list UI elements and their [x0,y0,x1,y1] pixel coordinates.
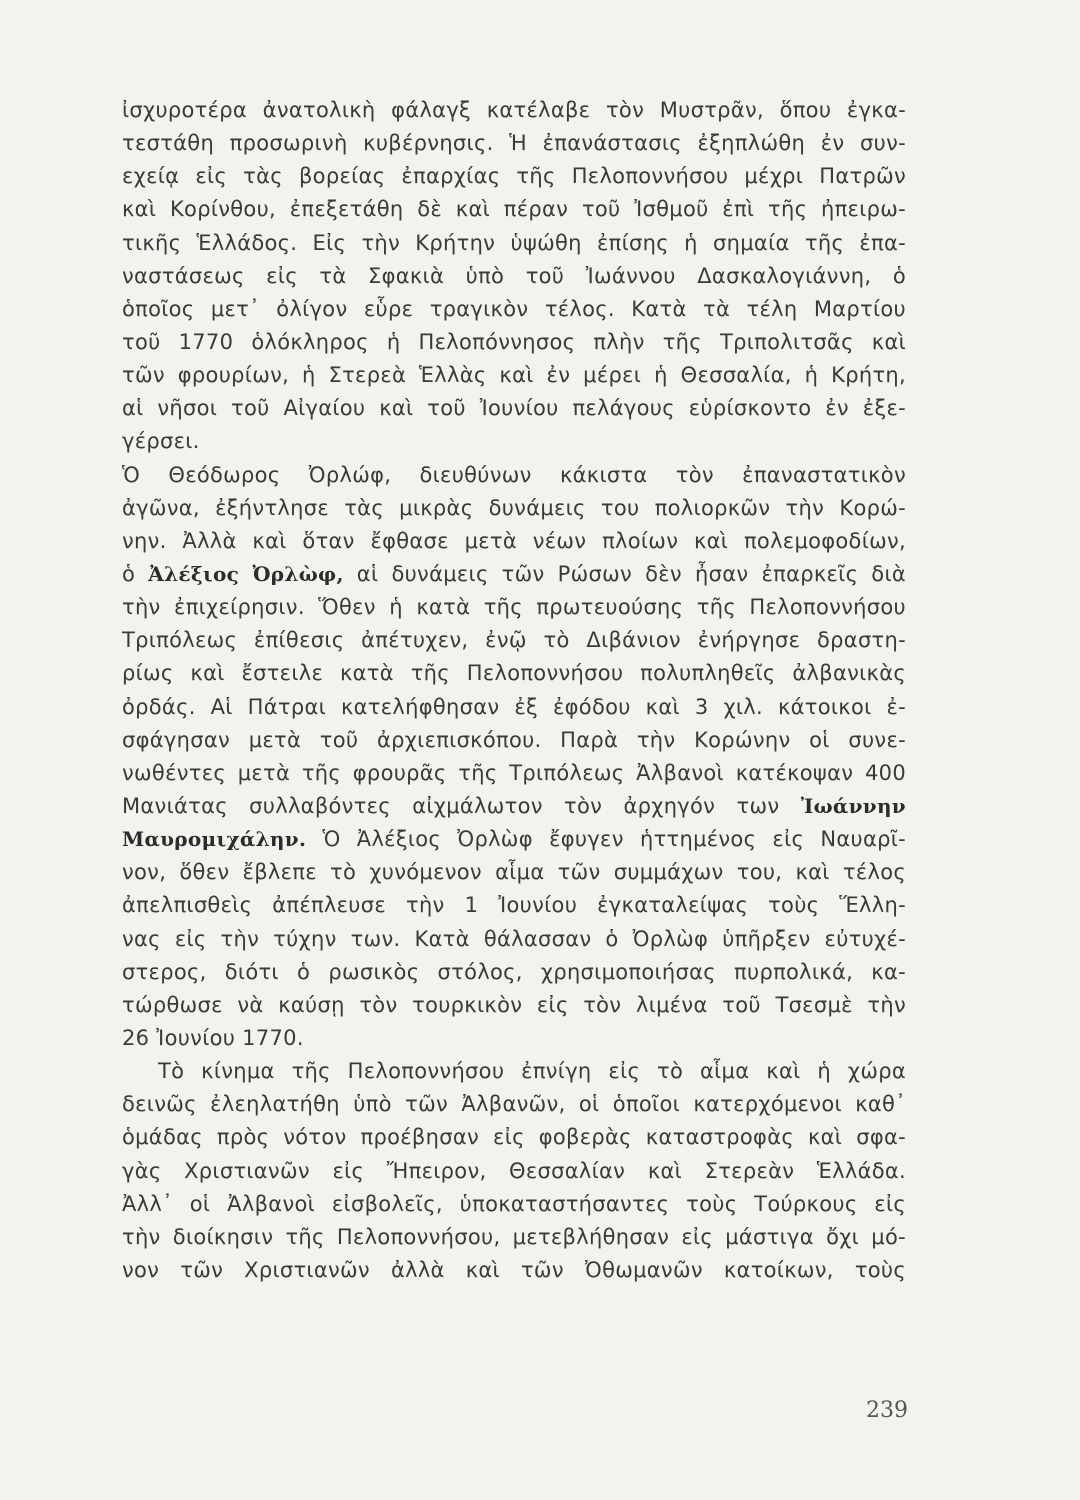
text-segment: Τὸ κίνημα τῆς Πελοποννήσου ἐπνίγη εἰς τὸ αἷμα καὶ ἡ χώρα [158,1059,906,1084]
text-segment: νον τῶν Χριστιανῶν ἀλλὰ καὶ τῶν Ὀθωμανῶν κατοίκων, τοὺς [122,1257,906,1282]
text-line [122,1188,906,1221]
text-line [122,1121,906,1154]
text-segment: γέρσει. [122,429,200,454]
text-line [122,889,906,922]
text-segment: τὴν ἐπιχείρησιν. Ὅθεν ἡ κατὰ τῆς πρωτευούσης τῆς Πελοποννήσου [122,595,906,620]
text-segment: τώρθωσε νὰ καύσῃ τὸν τουρκικὸν εἰς τὸν λιμένα τοῦ Τσεσμὲ τὴν [122,992,906,1017]
body-text [122,94,906,1287]
text-line [122,193,906,226]
text-line [122,293,906,326]
text-segment: ὀρδάς. Αἱ Πάτραι κατελήφθησαν ἐξ ἐφόδου καὶ 3 χιλ. κάτοικοι ἐ- [122,694,906,719]
text-segment: Μανιάτας συλλαβόντες αἰχμάλωτον τὸν ἀρχηγόν των [122,793,801,818]
text-line [122,1088,906,1121]
text-line [122,1221,906,1254]
bold-name: Μαυρομιχάλην. [122,827,307,852]
text-line [122,1055,906,1088]
text-segment: ναστάσεως εἰς τὰ Σφακιὰ ὑπὸ τοῦ Ἰωάννου Δασκαλογιάννη, ὁ [122,263,906,288]
text-line [122,459,906,492]
text-line [122,160,906,193]
text-segment: νας εἰς τὴν τύχην των. Κατὰ θάλασσαν ὁ Ὀρλὼφ ὑπῆρξεν εὐτυχέ- [122,926,906,951]
text-segment: τικῆς Ἑλλάδος. Εἰς τὴν Κρήτην ὑψώθη ἐπίσης ἡ σημαία τῆς ἐπα- [122,230,906,255]
text-line [122,757,906,790]
text-segment: ὁμάδας πρὸς νότον προέβησαν εἰς φοβερὰς καταστροφὰς καὶ σφα- [122,1125,906,1150]
text-segment: ἰσχυροτέρα ἀνατολικὴ φάλαγξ κατέλαβε τὸν Μυστρᾶν, ὅπου ἐγκα- [122,98,906,122]
text-line [122,558,906,591]
text-segment: ὁ [122,561,149,586]
text-segment: δεινῶς ἐλεηλατήθη ὑπὸ τῶν Ἀλβανῶν, οἱ ὁποῖοι κατερχόμενοι καθ᾽ [122,1092,906,1117]
text-line [122,989,906,1022]
text-line [122,1254,906,1287]
text-segment: ρίως καὶ ἔστειλε κατὰ τῆς Πελοποννήσου πολυπληθεῖς ἀλβανικὰς [122,661,906,686]
text-line [122,260,906,293]
text-line [122,956,906,989]
page-number: 239 [866,1398,908,1423]
text-line [122,823,906,856]
text-line [122,359,906,392]
text-segment: καὶ Κορίνθου, ἐπεξετάθη δὲ καὶ πέραν τοῦ Ἰσθμοῦ ἐπὶ τῆς ἠπειρω- [122,197,906,222]
text-segment: Ὁ Ἀλέξιος Ὀρλὼφ ἔφυγεν ἡττημένος εἰς Ναυαρῖ- [306,827,906,852]
text-line [122,624,906,657]
bold-name: Ἀλέξιος Ὀρλὼφ, [148,561,344,586]
text-segment: σφάγησαν μετὰ τοῦ ἀρχιεπισκόπου. Παρὰ τὴν Κορώνην οἱ συνε- [122,727,906,752]
text-segment: νην. Ἀλλὰ καὶ ὅταν ἔφθασε μετὰ νέων πλοίων καὶ πολεμοφοδίων, [122,528,906,553]
text-line [122,923,906,956]
text-line [122,691,906,724]
text-line [122,1022,906,1055]
text-line [122,657,906,690]
text-segment: νον, ὅθεν ἔβλεπε τὸ χυνόμενον αἷμα τῶν συμμάχων του, καὶ τέλος [122,860,906,885]
text-line [122,127,906,160]
text-line [122,425,906,458]
text-segment: τῶν φρουρίων, ἡ Στερεὰ Ἑλλὰς καὶ ἐν μέρει ἡ Θεσσαλία, ἡ Κρήτη, [122,363,906,388]
text-line [122,856,906,889]
text-segment: τὴν διοίκησιν τῆς Πελοποννήσου, μετεβλήθησαν εἰς μάστιγα ὄχι μό- [122,1224,906,1249]
text-line [122,492,906,525]
text-segment: Ὁ Θεόδωρος Ὀρλώφ, διευθύνων κάκιστα τὸν ἐπαναστατικὸν [122,462,906,487]
text-segment: Ἀλλ᾽ οἱ Ἀλβανοὶ εἰσβολεῖς, ὑποκαταστήσαντες τοὺς Τούρκους εἰς [122,1191,906,1216]
text-line [122,591,906,624]
bold-name: Ἰωάννην [800,793,906,818]
text-segment: 26 Ἰουνίου 1770. [122,1025,304,1050]
text-line [122,392,906,425]
text-segment: τοῦ 1770 ὁλόκληρος ἡ Πελοπόννησος πλὴν τῆς Τριπολιτσᾶς καὶ [122,329,906,354]
text-segment: γὰς Χριστιανῶν εἰς Ἤπειρον, Θεσσαλίαν καὶ Στερεὰν Ἑλλάδα. [122,1158,906,1183]
text-segment: αἱ δυνάμεις τῶν Ρώσων δὲν ἦσαν ἐπαρκεῖς διὰ [343,561,906,586]
text-segment: Τριπόλεως ἐπίθεσις ἀπέτυχεν, ἐνῷ τὸ Διβάνιον ἐνήργησε δραστη- [122,628,906,653]
text-line [122,94,906,127]
text-segment: εχείᾳ εἰς τὰς βορείας ἐπαρχίας τῆς Πελοποννήσου μέχρι Πατρῶν [122,164,906,189]
text-line [122,724,906,757]
text-segment: τεστάθη προσωρινὴ κυβέρνησις. Ἡ ἐπανάστασις ἐξηπλώθη ἐν συν- [122,131,906,156]
text-segment: ἀπελπισθεὶς ἀπέπλευσε τὴν 1 Ἰουνίου ἐγκαταλείψας τοὺς Ἕλλη- [122,893,906,918]
text-segment: στερος, διότι ὁ ρωσικὸς στόλος, χρησιμοποιήσας πυρπολικά, κα- [122,959,906,984]
text-line [122,525,906,558]
text-segment: ἀγῶνα, ἐξήντλησε τὰς μικρὰς δυνάμεις του πολιορκῶν τὴν Κορώ- [122,495,906,520]
text-line [122,790,906,823]
text-line [122,227,906,260]
text-line [122,1155,906,1188]
text-segment: αἱ νῆσοι τοῦ Αἰγαίου καὶ τοῦ Ἰουνίου πελάγους εὑρίσκοντο ἐν ἐξε- [122,396,906,421]
text-segment: νωθέντες μετὰ τῆς φρουρᾶς τῆς Τριπόλεως Ἀλβανοὶ κατέκοψαν 400 [122,760,906,785]
text-line [122,326,906,359]
text-segment: ὁποῖος μετ᾽ ὀλίγον εὗρε τραγικὸν τέλος. Κατὰ τὰ τέλη Μαρτίου [122,296,906,321]
